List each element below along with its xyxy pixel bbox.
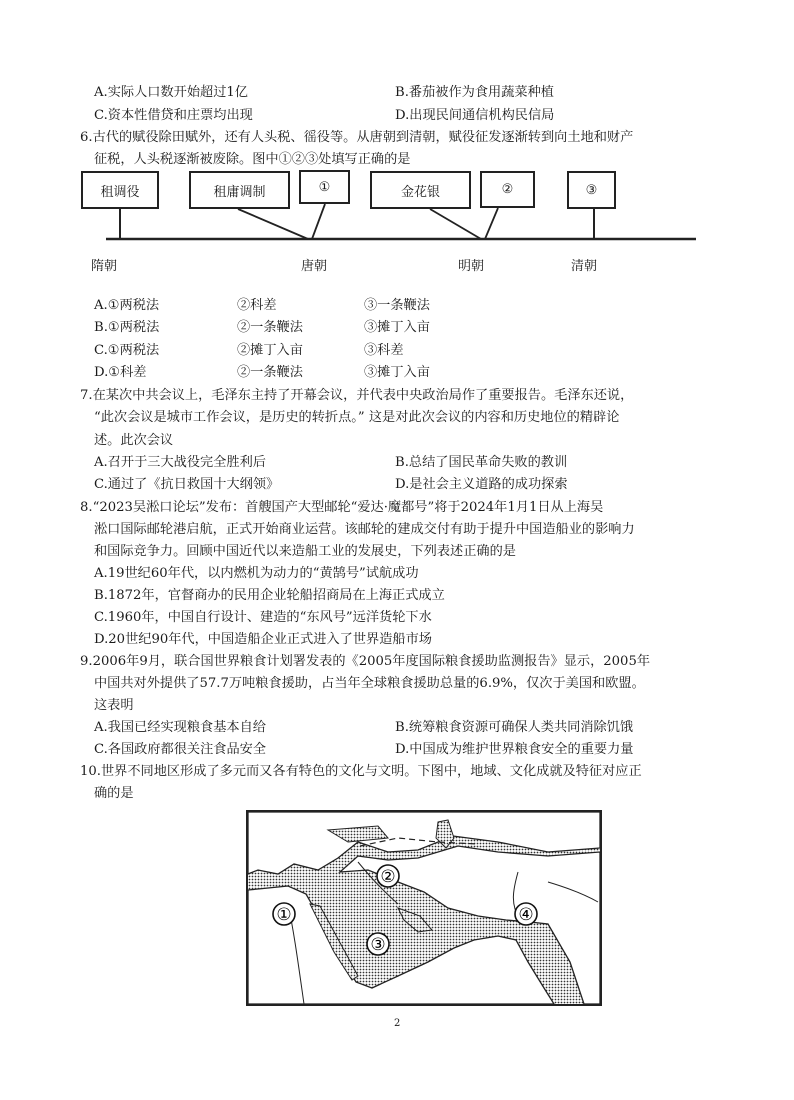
q6-option-d-1: D.①科差 (94, 365, 147, 380)
box-blank-1: ① (299, 170, 350, 204)
map-label-2: ② (380, 867, 396, 887)
q9-stem-line-2: 中国共对外提供了57.7万吨粮食援助，占当年全球粮食援助总量的6.9%，仅次于美国和欧盟。 (94, 676, 645, 691)
q6-option-c-3: ③科差 (364, 343, 404, 358)
connector-box-1 (312, 204, 325, 239)
q8-option-a: A.19世纪60年代，以内燃机为动力的“黄鹄号”试航成功 (94, 566, 419, 581)
q10-stem-line-1: 10.世界不同地区形成了多元而又各有特色的文化与文明。下图中，地域、文化成就及特征对应正 (80, 764, 642, 779)
q9-option-a: A.我国已经实现粮食基本自给 (94, 720, 266, 735)
q6-stem-line-1: 6.古代的赋役除田赋外，还有人头税、徭役等。从唐朝到清朝，赋役征发逐渐转到向土地和财产 (80, 130, 634, 145)
q9-option-c: C.各国政府都很关注食品安全 (94, 742, 267, 757)
q6-option-b-3: ③摊丁入亩 (364, 320, 430, 335)
q5-option-c: C.资本性借贷和庄票均出现 (94, 108, 253, 123)
map-label-1: ① (276, 905, 292, 925)
timeline-label-ming: 明朝 (458, 259, 485, 274)
box-zudiaoyi: 租调役 (81, 171, 159, 209)
q6-option-b-1: B.①两税法 (94, 320, 160, 335)
q8-option-c: C.1960年，中国自行设计、建造的“东风号”远洋货轮下水 (94, 610, 432, 625)
q9-stem-line-1: 9.2006年9月，联合国世界粮食计划署发表的《2005年度国际粮食援助监测报告》显示，2005年 (80, 654, 651, 669)
q7-stem-line-3: 述。此次会议 (94, 433, 174, 448)
q9-option-d: D.中国成为维护世界粮食安全的重要力量 (395, 742, 634, 757)
q9-option-b: B.统筹粮食资源可确保人类共同消除饥饿 (395, 720, 634, 735)
q7-option-c: C.通过了《抗日救国十大纲领》 (94, 477, 280, 492)
q7-stem-line-2: “此次会议是城市工作会议，是历史的转折点。” 这是对此次会议的内容和历史地位的精辟论 (94, 410, 620, 425)
map-marker-3 (367, 933, 389, 955)
q7-stem-line-1: 7.在某次中共会议上，毛泽东主持了开幕会议，并代表中央政治局作了重要报告。毛泽东还说， (80, 388, 634, 403)
connector-zuyongdiao (238, 209, 308, 239)
map-marker-4 (515, 903, 537, 925)
q6-option-c-1: C.①两税法 (94, 343, 160, 358)
map-label-3: ③ (370, 935, 386, 955)
page-number: 2 (394, 1018, 401, 1029)
map-west-asia-south-asia (248, 812, 600, 1004)
q8-stem-line-3: 和国际竞争力。回顾中国近代以来造船工业的发展史，下列表述正确的是 (94, 544, 516, 559)
timeline-label-qing: 清朝 (571, 259, 598, 274)
q8-option-b: B.1872年，官督商办的民用企业轮船招商局在上海正式成立 (94, 588, 445, 603)
q7-option-d: D.是社会主义道路的成功探索 (395, 477, 568, 492)
map-marker-1 (273, 903, 295, 925)
q7-option-b: B.总结了国民革命失败的教训 (395, 455, 568, 470)
q6-stem-line-2: 征税，人头税逐渐被废除。图中①②③处填写正确的是 (94, 152, 411, 167)
q8-stem-line-2: 淞口国际邮轮港启航，正式开始商业运营。该邮轮的建成交付有助于提升中国造船业的影响力 (94, 522, 635, 537)
q9-stem-line-3: 这表明 (94, 698, 134, 713)
q10-map-figure (246, 810, 602, 1006)
q5-option-d: D.出现民间通信机构民信局 (395, 108, 555, 123)
map-marker-2 (377, 865, 399, 887)
q6-option-a-3: ③一条鞭法 (364, 298, 430, 313)
box-jinhuayin: 金花银 (370, 171, 471, 209)
q6-option-a-2: ②科差 (237, 298, 277, 313)
q7-option-a: A.召开于三大战役完全胜利后 (94, 455, 266, 470)
connector-jinhuayin (430, 209, 481, 239)
q6-option-c-2: ②摊丁入亩 (237, 343, 303, 358)
q8-option-d: D.20世纪90年代，中国造船企业正式进入了世界造船市场 (94, 632, 432, 647)
box-blank-3: ③ (567, 171, 616, 209)
q8-stem-line-1: 8.“2023吴淞口论坛”发布：首艘国产大型邮轮“爱达·魔都号”将于2024年1月1日从上海吴 (80, 500, 604, 515)
box-blank-2: ② (480, 171, 535, 208)
q6-option-d-3: ③摊丁入亩 (364, 365, 430, 380)
q6-option-a-1: A.①两税法 (94, 298, 160, 313)
q6-option-d-2: ②一条鞭法 (237, 365, 303, 380)
connector-box-2 (485, 208, 498, 239)
q10-stem-line-2: 确的是 (94, 786, 134, 801)
q5-option-b: B.番茄被作为食用蔬菜种植 (395, 85, 554, 100)
timeline-lines (0, 0, 794, 280)
timeline-label-sui: 隋朝 (91, 259, 118, 274)
q5-option-a: A.实际人口数开始超过1亿 (94, 85, 248, 100)
timeline-label-tang: 唐朝 (301, 259, 328, 274)
map-label-4: ④ (518, 905, 534, 925)
q6-option-b-2: ②一条鞭法 (237, 320, 303, 335)
box-zuyongdiaozhi: 租庸调制 (189, 171, 290, 209)
